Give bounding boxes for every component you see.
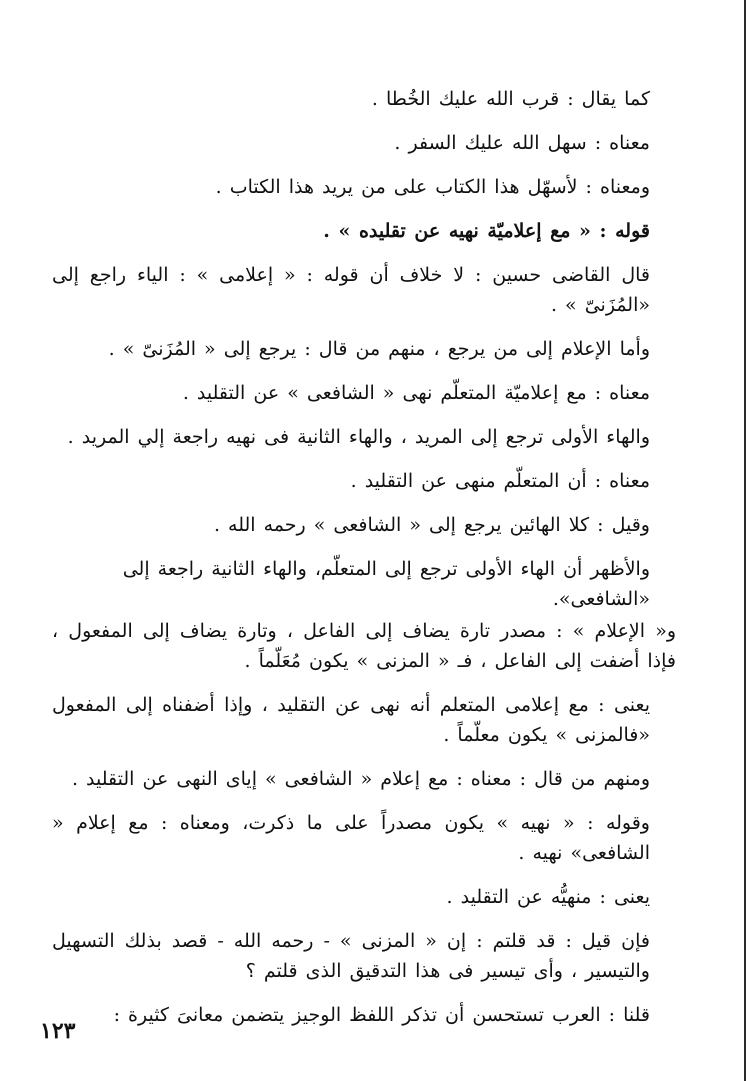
paragraph-4-quote: قوله : « مع إعلاميّة نهيه عن تقليده » . [323, 220, 650, 242]
page-number: ١٢٣ [40, 1018, 76, 1044]
paragraph-8: والهاء الأولى ترجع إلى المريد ، والهاء الثانية فى نهيه راجعة إلي المريد . [67, 426, 650, 448]
main-text [52, 84, 676, 1044]
paragraph-16: يعنى : منهيُّه عن التقليد . [446, 886, 650, 908]
paragraph-3: ومعناه : لأسهّل هذا الكتاب على من يريد هذا الكتاب . [215, 176, 650, 198]
paragraph-15: وقوله : « نهيه » يكون مصدراً على ما ذكرت، ومعناه : مع إعلام « الشافعى» نهيه . [52, 812, 650, 864]
paragraph-11: والأظهر أن الهاء الأولى ترجع إلى المتعلّم، والهاء الثانية راجعة إلى «الشافعى». [122, 558, 650, 610]
paragraph-5: قال القاضى حسين : لا خلاف أن قوله : « إعلامى » : الياء راجع إلى «المُزَنىّ » . [52, 264, 650, 316]
paragraph-12: و« الإعلام » : مصدر تارة يضاف إلى الفاعل ، وتارة يضاف إلى المفعول ، فإذا أضفت إلى الفاعل ، فـ « المزنى » يكون مُعَلّماً . [52, 620, 676, 672]
paragraph-10: وقيل : كلا الهائين يرجع إلى « الشافعى » رحمه الله . [213, 514, 650, 536]
paragraph-17: فإن قيل : قد قلتم : إن « المزنى » - رحمه الله - قصد بذلك التسهيل والتيسير ، وأى تيسير فى هذا التدقيق الذى قلتم ؟ [52, 930, 650, 982]
paragraph-2: معناه : سهل الله عليك السفر . [394, 132, 650, 154]
paragraph-13: يعنى : مع إعلامى المتعلم أنه نهى عن التقليد ، وإذا أضفناه إلى المفعول «فالمزنى » يكون معلّماً . [52, 694, 650, 746]
paragraph-1: كما يقال : قرب الله عليك الخُطا . [371, 88, 650, 110]
paragraph-9: معناه : أن المتعلّم منهى عن التقليد . [350, 470, 650, 492]
paragraph-18: قلنا : العرب تستحسن أن تذكر اللفظ الوجيز يتضمن معانىَ كثيرة : [113, 1004, 650, 1026]
paragraph-7: معناه : مع إعلاميّة المتعلّم نهى « الشافعى » عن التقليد . [182, 382, 650, 404]
paragraph-6: وأما الإعلام إلى من يرجع ، منهم من قال : يرجع إلى « المُزَنىّ » . [108, 338, 650, 360]
paragraph-14: ومنهم من قال : معناه : مع إعلام « الشافعى » إياى النهى عن التقليد . [71, 768, 650, 790]
